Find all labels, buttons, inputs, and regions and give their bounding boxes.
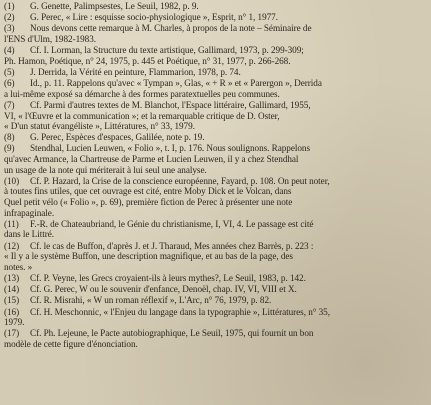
footnote	[4, 23, 427, 44]
footnote	[4, 12, 427, 23]
footnote-line: un usage de la note qui mériterait à lui seul une analyse.	[4, 164, 207, 175]
footnote-text	[30, 273, 427, 284]
footnote-text	[4, 78, 427, 99]
footnote-number: (16)	[4, 306, 20, 317]
footnote	[4, 307, 427, 328]
footnote-line: 1979.	[4, 317, 25, 328]
footnote-line: a lui-même exposé sa démarche à des formes paratextuelles peu communes.	[4, 88, 280, 99]
footnote-line: Cf. I. Lorman, la Structure du texte artistique, Gallimard, 1973, p. 299-309;	[30, 45, 304, 56]
footnote-line: Cf. H. Meschonnic, « l'Enjeu du langage dans la typographie », Littératures, n° 35,	[30, 306, 330, 317]
footnote-number: (4)	[4, 45, 15, 56]
footnote-line: G. Genette, Palimpsestes, Le Seuil, 1982, p. 9.	[30, 1, 199, 11]
footnote-line: notes. »	[4, 261, 33, 272]
footnote-text	[4, 143, 427, 175]
footnote-text	[4, 99, 427, 132]
footnote-number: (11)	[4, 218, 19, 229]
footnote	[4, 45, 427, 66]
footnote-line: « Il y a le système Buffon, une description magnifique, et au bas de la page, des	[4, 251, 293, 262]
footnote-text	[30, 1, 427, 12]
footnote-text	[4, 45, 427, 66]
footnote-text	[30, 295, 427, 306]
footnote-line: Cf. R. Misrahi, « W un roman réflexif », L'Arc, n° 76, 1979, p. 82.	[30, 295, 272, 306]
footnote-line: modèle de cette figure d'énonciation.	[4, 338, 138, 349]
footnote-text	[30, 67, 427, 78]
footnote-number: (10)	[4, 175, 20, 186]
footnote-line: VI, « l'Œuvre et la communication »; et la remarquable critique de D. Oster,	[4, 110, 280, 121]
footnote-number: (3)	[4, 23, 15, 34]
footnote-line: dans le Littré.	[4, 229, 55, 240]
footnote-number: (5)	[4, 66, 15, 77]
footnote-number: (2)	[4, 12, 15, 23]
footnote-number: (1)	[4, 1, 15, 11]
footnote-line: « D'un statut évangéliste », Littératures, n° 33, 1979.	[4, 121, 195, 132]
footnote-line: Quel petit vélo (« Folio », p. 69), première fiction de Perec à présenter une note	[4, 197, 293, 208]
footnote	[4, 241, 427, 273]
footnote-line: qu'avec Armance, la Chartreuse de Parme et Lucien Leuwen, il y a chez Stendhal	[4, 154, 299, 165]
footnote-line: infrapaginale.	[4, 207, 55, 218]
footnote-line: Cf. G. Perec, W ou le souvenir d'enfance, Denoël, chap. IV, VI, VIII et X.	[30, 284, 297, 295]
footnote-number: (8)	[4, 132, 15, 143]
footnote	[4, 295, 427, 306]
footnote	[4, 143, 427, 175]
footnote-number: (9)	[4, 143, 15, 154]
footnote-line: G. Perec, « Lire : esquisse socio-physiologique », Esprit, n° 1, 1977.	[30, 12, 278, 23]
footnote-line: Ph. Hamon, Poétique, n° 24, 1975, p. 445 et Poétique, n° 31, 1977, p. 266-268.	[4, 55, 291, 66]
footnote-number: (12)	[4, 240, 20, 251]
footnote-number: (13)	[4, 272, 20, 283]
footnote	[4, 176, 427, 218]
footnote-number: (15)	[4, 295, 20, 306]
footnote-line: Id., p. 11. Rappelons qu'avec « Tympan », Glas, « + R » et « Parergon », Derrida	[30, 78, 322, 89]
footnote	[4, 132, 427, 143]
footnote-text	[30, 132, 427, 143]
footnote-number: (14)	[4, 284, 20, 295]
footnote-line: Cf. Ph. Lejeune, le Pacte autobiographique, Le Seuil, 1975, qui fournit un bon	[30, 328, 314, 339]
footnotes-list	[4, 1, 427, 350]
footnote	[4, 219, 427, 240]
footnote-text	[4, 23, 427, 44]
footnote	[4, 67, 427, 78]
footnote	[4, 78, 427, 99]
footnote	[4, 100, 427, 132]
footnote-line: Cf. P. Veyne, les Grecs croyaient-ils à leurs mythes?, Le Seuil, 1983, p. 142.	[30, 272, 306, 283]
footnote	[4, 284, 427, 295]
footnote	[4, 273, 427, 284]
footnote-text	[4, 175, 427, 218]
footnote-number: (17)	[4, 328, 20, 339]
footnote-text	[30, 12, 427, 23]
footnote-text	[30, 284, 427, 295]
footnote-number: (6)	[4, 78, 15, 89]
footnote-line: Nous devons cette remarque à M. Charles, à propos de la note – Séminaire de	[30, 23, 312, 34]
footnote-line: F.-R. de Chateaubriand, le Génie du christianisme, I, VI, 4. Le passage est cité	[30, 218, 314, 229]
footnote-line: J. Derrida, la Vérité en peinture, Flammarion, 1978, p. 74.	[30, 66, 241, 77]
footnote-line: Cf. le cas de Buffon, d'après J. et J. Tharaud, Mes années chez Barrès, p. 223 :	[30, 240, 314, 251]
footnote-line: Cf. Parmi d'autres textes de M. Blanchot, l'Espace littéraire, Gallimard, 1955,	[30, 99, 311, 110]
footnote-line: à toutes fins utiles, que cet ouvrage est cité, entre Moby Dick et le Volcan, dans	[4, 186, 292, 197]
footnote-number: (7)	[4, 99, 15, 110]
footnote	[4, 328, 427, 349]
footnote-line: Cf. P. Hazard, la Crise de la conscience européenne, Fayard, p. 108. On peut noter,	[30, 175, 330, 186]
footnote-line: G. Perec, Espèces d'espaces, Galilée, note p. 19.	[30, 132, 205, 143]
footnote	[4, 1, 427, 12]
footnote-line: l'ENS d'Ulm, 1982-1983.	[4, 33, 96, 44]
footnote-line: Stendhal, Lucien Leuwen, « Folio », t. I, p. 176. Nous soulignons. Rappelons	[30, 143, 310, 154]
